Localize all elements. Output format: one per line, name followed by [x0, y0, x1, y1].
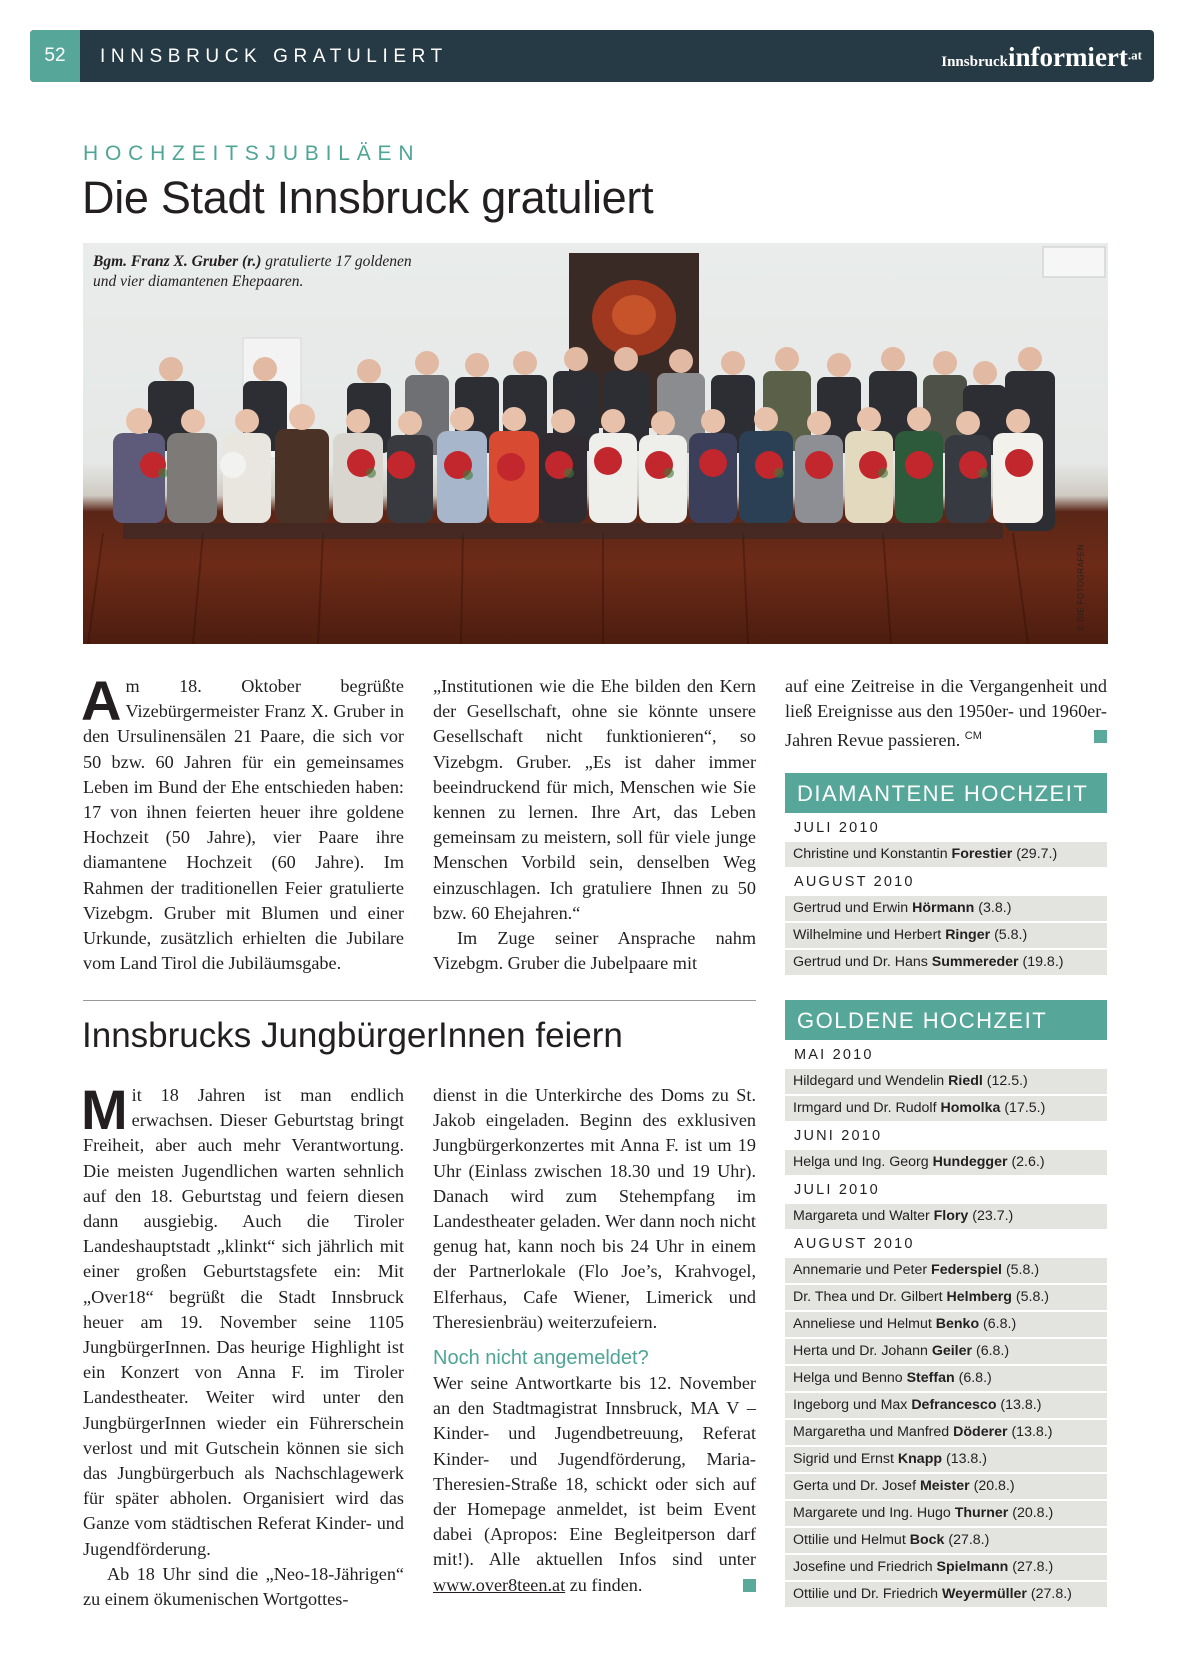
diamond-anniversary-panel — [785, 773, 1107, 977]
couple-entry: Margarete und Ing. Hugo Thurner (20.8.) — [785, 1501, 1107, 1526]
couple-entry: Margaretha und Manfred Döderer (13.8.) — [785, 1420, 1107, 1445]
end-mark-icon — [743, 1579, 756, 1592]
couple-entry: Gerta und Dr. Josef Meister (20.8.) — [785, 1474, 1107, 1499]
article-kicker: HOCHZEITSJUBILÄEN — [83, 142, 421, 165]
article1-column-3: auf eine Zeitreise in die Vergangenheit und ließ Ereignisse aus den 1950er- und 1960er-Jahren Revue passieren. $^{CM}$ — [785, 676, 1107, 751]
couple-entry: Herta und Dr. Johann Geiler (6.8.) — [785, 1339, 1107, 1364]
couple-entry: Josefine und Friedrich Spielmann (27.8.) — [785, 1555, 1107, 1580]
couple-entry: Ingeborg und Max Defrancesco (13.8.) — [785, 1393, 1107, 1418]
article2-column-1: Mit 18 Jahren ist man endlich erwachsen. Dieser Geburtstag bringt Freiheit, aber auch mehr Verantwortung. Die meisten Jugendlichen warten sehnlich auf den 18. Geburtstag und feiern diesen dann ausgiebig. Auch die Tiroler Landeshauptstadt „klinkt“ sich jährlich mit einer großen Geburtstagsfete ein: Mit „Over18“ begrüßt die Stadt Innsbruck heuer am 19. November seine 1105 JungbürgerInnen. Das heurige Highlight ist ein Konzert von Anna F. im Tiroler Landestheater. Weiter wird unter den JungbürgerInnen wieder ein Führerschein verlost und mit Gutschein können sie sich das Jungbürgerbuch als Nachschlagewerk für später abholen. Organisiert wird das Ganze vom städtischen Referat Kinder- und Jugendförderung. Ab 18 Uhr sind die „Neo-18-Jährigen“ zu einem ökumenischen Wortgottes- — [81, 1078, 404, 1610]
golden-list — [785, 1042, 1107, 1607]
article-title: Die Stadt Innsbruck gratuliert — [82, 172, 654, 223]
golden-anniversary-panel — [785, 1000, 1107, 1609]
dropcap: M — [81, 1078, 128, 1141]
couple-entry: Margareta und Walter Flory (23.7.) — [785, 1204, 1107, 1229]
couple-entry: Sigrid und Ernst Knapp (13.8.) — [785, 1447, 1107, 1472]
brand-logo: Innsbruckinformiert$^{.at}$ — [941, 42, 1142, 72]
month-label: AUGUST 2010 — [794, 1236, 915, 1252]
page-number: 52 — [30, 30, 80, 82]
author-initials: CM — [964, 730, 982, 743]
article1-column-2: „Institutionen wie die Ehe bilden den Kern der Gesellschaft, ohne sie könnte unsere Gesellschaft nicht funktionieren“, so Vizebgm. Gruber. „Es ist daher immer beeindruckend für mich, Menschen wie Sie kennen zu lernen. Ihre Art, das Leben gemeinsam zu meistern, soll für viele junge Menschen Vorbild sein, denselben Weg einzuschlagen. Ich gratuliere Ihnen zu 50 bzw. 60 Ehejahren.“ Im Zuge seiner Ansprache nahm Vizebgm. Gruber die Jubelpaare mit — [433, 676, 756, 974]
over8teen-link[interactable]: www.over8teen.at — [433, 1574, 566, 1595]
couple-entry: Annemarie und Peter Federspiel (5.8.) — [785, 1258, 1107, 1283]
couple-entry: Irmgard und Dr. Rudolf Homolka (17.5.) — [785, 1096, 1107, 1121]
diamond-list — [785, 815, 1107, 975]
group-photo — [83, 243, 1108, 644]
month-label: JULI 2010 — [794, 1182, 880, 1198]
section-divider — [83, 1000, 756, 1001]
couple-entry: Ottilie und Helmut Bock (27.8.) — [785, 1528, 1107, 1553]
end-mark-icon — [1094, 730, 1107, 743]
section-title: INNSBRUCK GRATULIERT — [100, 46, 448, 67]
couple-entry: Helga und Ing. Georg Hundegger (2.6.) — [785, 1150, 1107, 1175]
couple-entry: Anneliese und Helmut Benko (6.8.) — [785, 1312, 1107, 1337]
panel-title: GOLDENE HOCHZEIT — [785, 1000, 1107, 1040]
couple-entry: Wilhelmine und Herbert Ringer (5.8.) — [785, 923, 1107, 948]
couple-entry: Christine und Konstantin Forestier (29.7.) — [785, 842, 1107, 867]
article2-subhead: Noch nicht angemeldet? — [433, 1347, 649, 1370]
article2-title: Innsbrucks JungbürgerInnen feiern — [82, 1016, 623, 1055]
couple-entry: Gertrud und Erwin Hörmann (3.8.) — [785, 896, 1107, 921]
photo-credit: © DIE FOTOGRAFEN — [1076, 543, 1086, 632]
page-header — [30, 30, 1154, 82]
month-label: MAI 2010 — [794, 1047, 874, 1063]
month-label: JUNI 2010 — [794, 1128, 883, 1144]
article2-column-2: dienst in die Unterkirche des Doms zu St. Jakob eingeladen. Beginn des exklusiven Jungbürgerkonzertes mit Anna F. ist um 19 Uhr (Einlass zwischen 18.30 und 19 Uhr). Danach wird zum Stehempfang im Landestheater geladen. Wer dann noch nicht genug hat, kann noch bis 24 Uhr in einem der Partnerlokale (Flo Joe’s, Krahvogel, Elferhaus, Cafe Wiener, Limerick und Theresienbräu) weiterzufeiern. Noch nicht angemeldet? Wer seine Antwortkarte bis 12. November an den Stadtmagistrat Innsbruck, MA V – Kinder- und Jugendbetreuung, Referat Kinder- und Jugendförderung, Maria-Theresien-Straße 18, schickt oder sich auf der Homepage anmeldet, ist beim Event dabei (Apropos: Eine Begleitperson darf mit!). Alle aktuellen Infos sind unter www.over8teen.at zu finden. — [433, 1085, 756, 1595]
panel-title: DIAMANTENE HOCHZEIT — [785, 773, 1107, 813]
couple-entry: Ottilie und Dr. Friedrich Weyermüller (27.8.) — [785, 1582, 1107, 1607]
couple-entry: Hildegard und Wendelin Riedl (12.5.) — [785, 1069, 1107, 1094]
month-label: AUGUST 2010 — [794, 874, 915, 890]
couple-entry: Gertrud und Dr. Hans Summereder (19.8.) — [785, 950, 1107, 975]
couple-entry: Dr. Thea und Dr. Gilbert Helmberg (5.8.) — [785, 1285, 1107, 1310]
dropcap: A — [81, 669, 122, 732]
photo-caption: Bgm. Franz X. Gruber (r.) gratulierte 17 goldenen und vier diamantenen Ehepaaren. — [93, 253, 412, 290]
article1-column-1: Am 18. Oktober begrüßte Vizebürgermeister Franz X. Gruber in den Ursulinensälen 21 Paare, die sich vor 50 bzw. 60 Jahren für ein gemeinsames Leben im Bund der Ehe entschieden haben: 17 von ihnen feierten heuer ihre goldene Hochzeit (50 Jahre), vier Paare ihre diamantene Hochzeit (60 Jahre). Im Rahmen der traditionellen Feier gratulierte Vizebgm. Gruber mit Blumen und einer Urkunde, zusätzlich erhielten die Jubilare vom Land Tirol die Jubiläumsgabe. — [81, 669, 404, 974]
group-photo-illustration — [83, 243, 1108, 644]
month-label: JULI 2010 — [794, 820, 880, 836]
couple-entry: Helga und Benno Steffan (6.8.) — [785, 1366, 1107, 1391]
